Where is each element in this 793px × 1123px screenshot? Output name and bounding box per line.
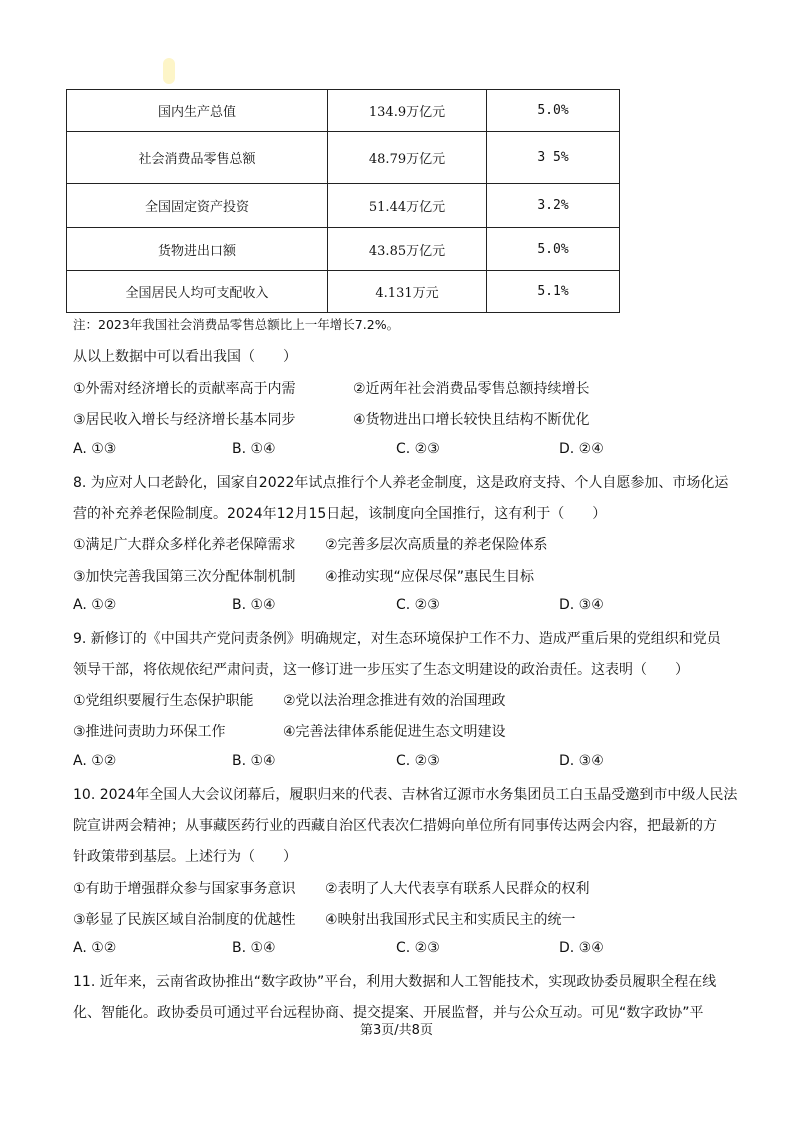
table-cell-value: 51.44万亿元 [328,184,487,228]
table-cell-value: 4.131万元 [328,271,487,313]
q10-stem-line-2: 院宣讲两会精神；从事藏医药行业的西藏自治区代表次仁措姆向单位所有同事传达两会内容，把最新的方 [73,818,717,834]
q10-stem-line-1: 10. 2024年全国人大会议闭幕后，履职归来的代表、吉林省辽源市水务集团员工白玉晶受邀到市中级人民法 [73,787,738,803]
q7-statement-4: ④货物进出口增长较快且结构不断优化 [353,412,590,428]
q8-stem-line-1: 8. 为应对人口老龄化，国家自2022年试点推行个人养老金制度，这是政府支持、个人自愿参加、市场化运 [73,475,729,491]
q10-stem-line-3: 针政策带到基层。上述行为（ ） [73,849,297,865]
q8-statement-1: ①满足广大群众多样化养老保障需求 [73,537,296,553]
q8-choice-a[interactable]: A. ①② [73,597,117,613]
q7-statement-2: ②近两年社会消费品零售总额持续增长 [353,381,590,397]
economic-data-table [66,89,620,313]
q10-choice-c[interactable]: C. ②③ [396,940,440,956]
q10-statement-3: ③彰显了民族区域自治制度的优越性 [73,912,296,928]
q10-choice-b[interactable]: B. ①④ [232,940,276,956]
q10-choice-d[interactable]: D. ③④ [559,940,604,956]
q9-choice-b[interactable]: B. ①④ [232,753,276,769]
q8-statement-4: ④推动实现“应保尽保”惠民生目标 [325,569,535,585]
scan-smudge [163,58,175,84]
table-cell-value: 48.79万亿元 [328,132,487,184]
q7-choice-c[interactable]: C. ②③ [396,441,440,457]
q8-choice-d[interactable]: D. ③④ [559,597,604,613]
q8-statement-3: ③加快完善我国第三次分配体制机制 [73,569,296,585]
q7-choice-b[interactable]: B. ①④ [232,441,276,457]
q9-statement-2: ②党以法治理念推进有效的治国理政 [283,693,506,709]
q8-choice-b[interactable]: B. ①④ [232,597,276,613]
q11-stem-line-2: 化、智能化。政协委员可通过平台远程协商、提交提案、开展监督，并与公众互动。可见“数字政协”平 [73,1005,704,1021]
q7-choice-a[interactable]: A. ①③ [73,441,117,457]
q8-stem-line-2: 营的补充养老保险制度。2024年12月15日起，该制度向全国推行，这有利于（ ） [73,506,607,522]
table-cell-growth: 3.2% [487,184,620,228]
q7-stem: 从以上数据中可以看出我国（ ） [73,349,297,365]
table-cell-item: 社会消费品零售总额 [67,132,328,184]
q10-statement-1: ①有助于增强群众参与国家事务意识 [73,881,296,897]
table-cell-item: 全国固定资产投资 [67,184,328,228]
q9-choice-c[interactable]: C. ②③ [396,753,440,769]
table-cell-growth: 5.0% [487,228,620,271]
q8-statement-2: ②完善多层次高质量的养老保险体系 [325,537,548,553]
table-row [67,271,620,313]
q9-choice-d[interactable]: D. ③④ [559,753,604,769]
q9-choice-a[interactable]: A. ①② [73,753,117,769]
q7-statement-1: ①外需对经济增长的贡献率高于内需 [73,381,296,397]
q9-stem-line-1: 9. 新修订的《中国共产党问责条例》明确规定，对生态环境保护工作不力、造成严重后果的党组织和党员 [73,631,721,647]
table-row [67,132,620,184]
table-cell-item: 国内生产总值 [67,90,328,132]
q7-statement-3: ③居民收入增长与经济增长基本同步 [73,412,296,428]
table-row [67,184,620,228]
table-cell-value: 43.85万亿元 [328,228,487,271]
q9-statement-4: ④完善法律体系能促进生态文明建设 [283,724,506,740]
table-cell-value: 134.9万亿元 [328,90,487,132]
q9-statement-3: ③推进问责助力环保工作 [73,724,226,740]
page-footer: 第3页/共8页 [360,1023,433,1038]
table-note: 注：2023年我国社会消费品零售总额比上一年增长7.2%。 [73,317,400,332]
q9-statement-1: ①党组织要履行生态保护职能 [73,693,254,709]
table-cell-item: 货物进出口额 [67,228,328,271]
table-row [67,228,620,271]
q7-choice-d[interactable]: D. ②④ [559,441,604,457]
q9-stem-line-2: 领导干部，将依规依纪严肃问责，这一修订进一步压实了生态文明建设的政治责任。这表明（ ） [73,662,689,678]
q10-choice-a[interactable]: A. ①② [73,940,117,956]
q8-choice-c[interactable]: C. ②③ [396,597,440,613]
table-cell-growth: 5.1% [487,271,620,313]
table-row [67,90,620,132]
q11-stem-line-1: 11. 近年来，云南省政协推出“数字政协”平台，利用大数据和人工智能技术，实现政协委员履职全程在线 [73,974,717,990]
table-cell-growth: 5.0% [487,90,620,132]
q10-statement-2: ②表明了人大代表享有联系人民群众的权利 [325,881,590,897]
table-cell-item: 全国居民人均可支配收入 [67,271,328,313]
q10-statement-4: ④映射出我国形式民主和实质民主的统一 [325,912,576,928]
table-cell-growth: 3 5% [487,132,620,184]
